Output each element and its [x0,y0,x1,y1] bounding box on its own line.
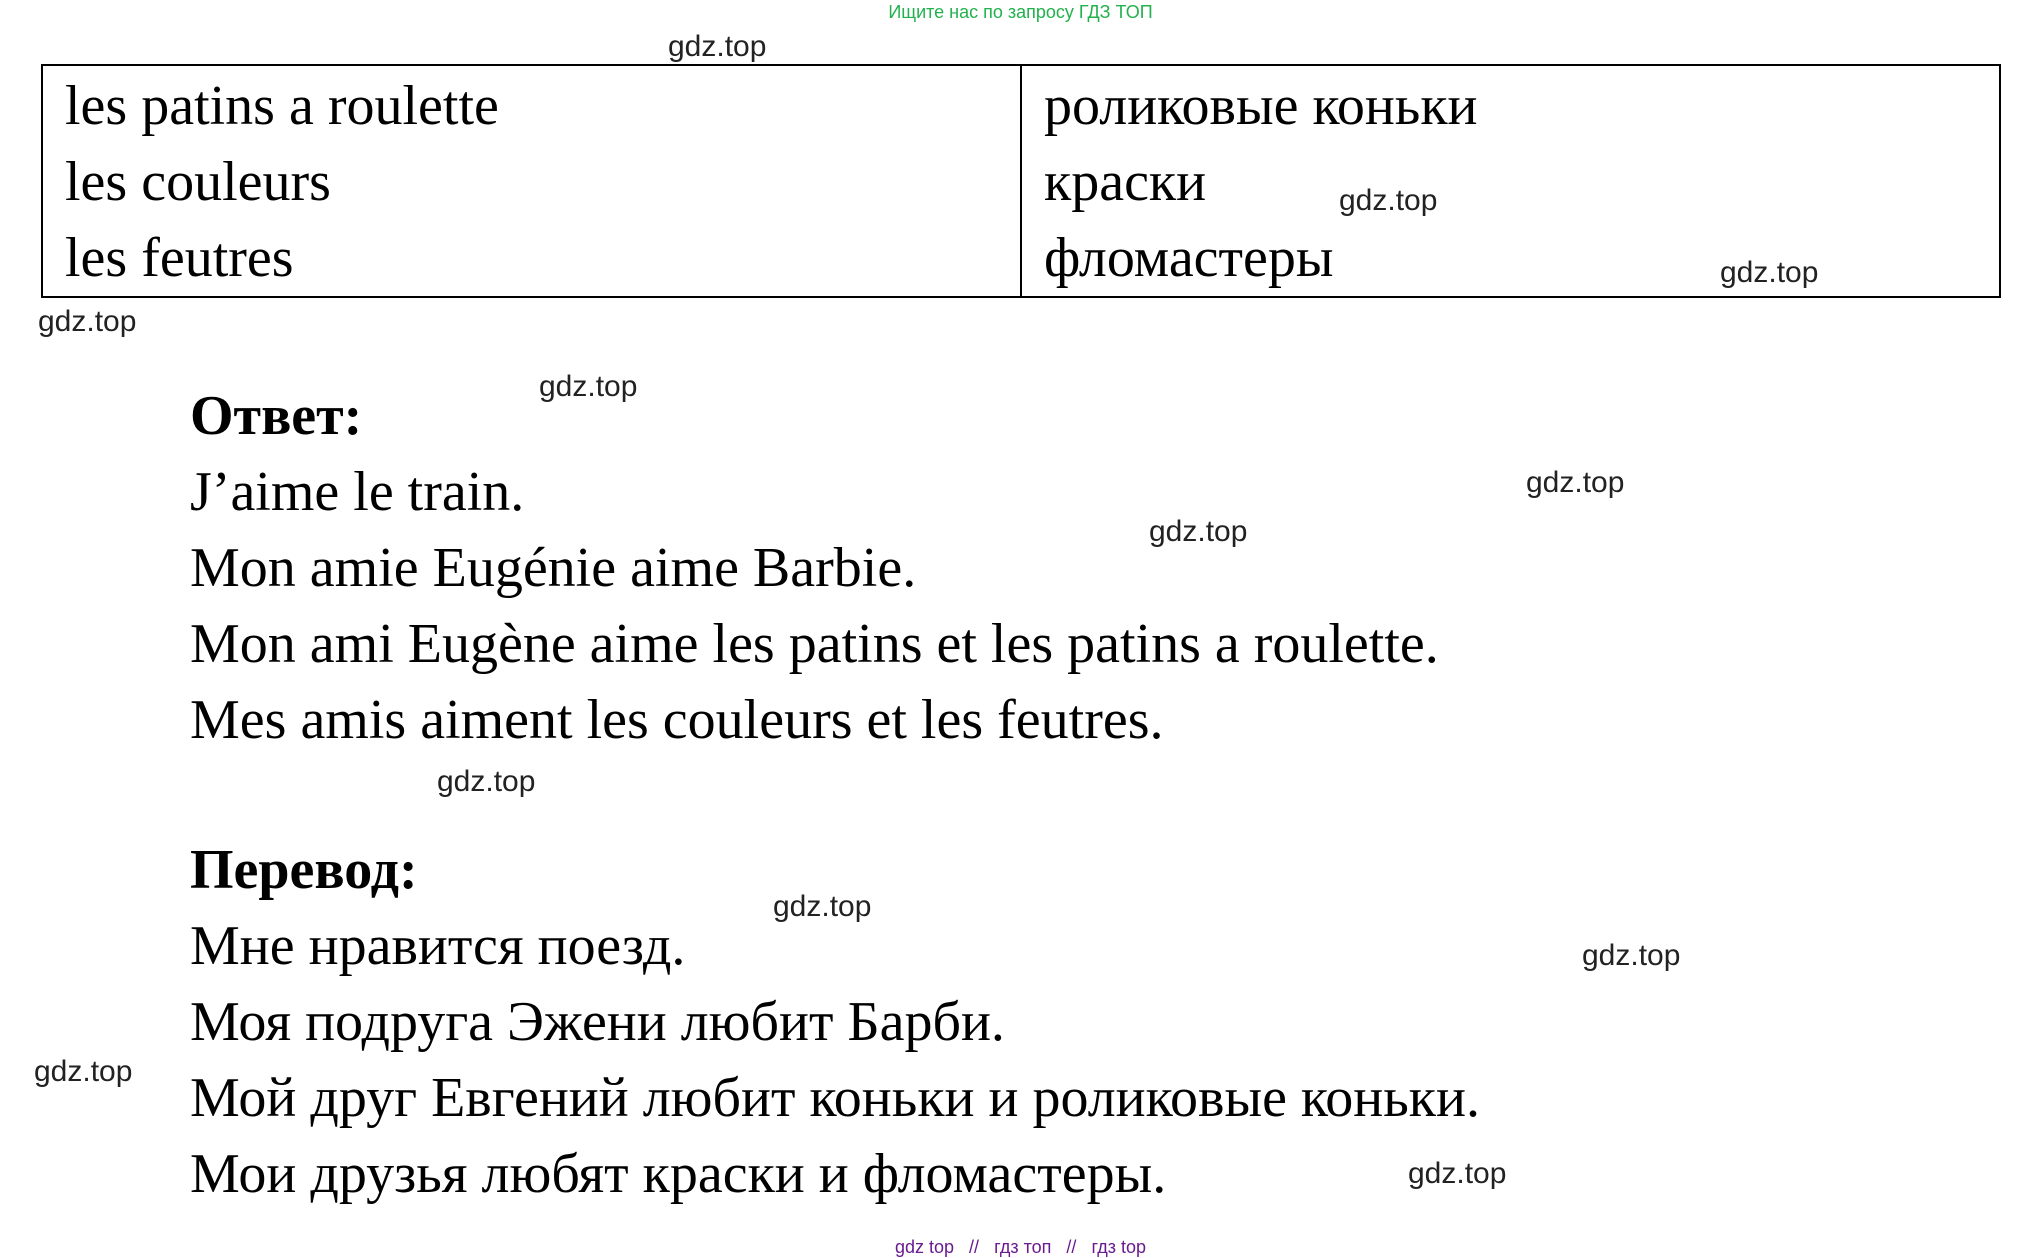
watermark: gdz.top [38,305,137,338]
translation-section [190,832,1480,1212]
watermark: gdz.top [34,1055,133,1088]
translation-heading: Перевод: [190,839,418,901]
top-banner: Ищите нас по запросу ГДЗ ТОП [888,2,1153,22]
footer-link[interactable]: гдз top [1091,1237,1146,1257]
watermark: gdz.top [539,370,638,403]
french-word: les couleurs [65,151,331,213]
watermark: gdz.top [1582,939,1681,972]
watermark: gdz.top [668,30,767,63]
russian-column [1021,65,2000,297]
french-word: les patins a roulette [65,75,499,137]
vocabulary-table [41,64,2001,298]
russian-word: краски [1044,151,1207,213]
translation-line: Мне нравится поезд. [190,915,686,977]
watermark: gdz.top [1408,1157,1507,1190]
answer-line: Mon ami Eugène aime les patins et les patins a roulette. [190,613,1439,675]
watermark: gdz.top [1720,256,1819,289]
footer-link[interactable]: гдз топ [994,1237,1052,1257]
translation-line: Мои друзья любят краски и фломастеры. [190,1143,1167,1205]
footer-separator: // [969,1237,980,1257]
russian-word: роликовые коньки [1044,75,1478,137]
answer-heading: Ответ: [190,385,363,447]
footer-separator: // [1066,1237,1077,1257]
russian-word: фломастеры [1044,227,1334,289]
watermark: gdz.top [1149,515,1248,548]
translation-line: Мой друг Евгений любит коньки и роликовые коньки. [190,1067,1480,1129]
answer-line: Mon amie Eugénie aime Barbie. [190,537,917,599]
watermark: gdz.top [773,890,872,923]
watermark: gdz.top [437,765,536,798]
footer-links [0,1237,2041,1258]
translation-line: Моя подруга Эжени любит Барби. [190,991,1005,1053]
table-row [42,65,2000,297]
answer-line: J’aime le train. [190,461,525,523]
answer-line: Mes amis aiment les couleurs et les feutres. [190,689,1164,751]
watermark: gdz.top [1526,466,1625,499]
french-column [42,65,1021,297]
answer-section [190,378,1439,758]
footer-link[interactable]: gdz top [894,1237,955,1257]
french-word: les feutres [65,227,294,289]
watermark: gdz.top [1339,184,1438,217]
